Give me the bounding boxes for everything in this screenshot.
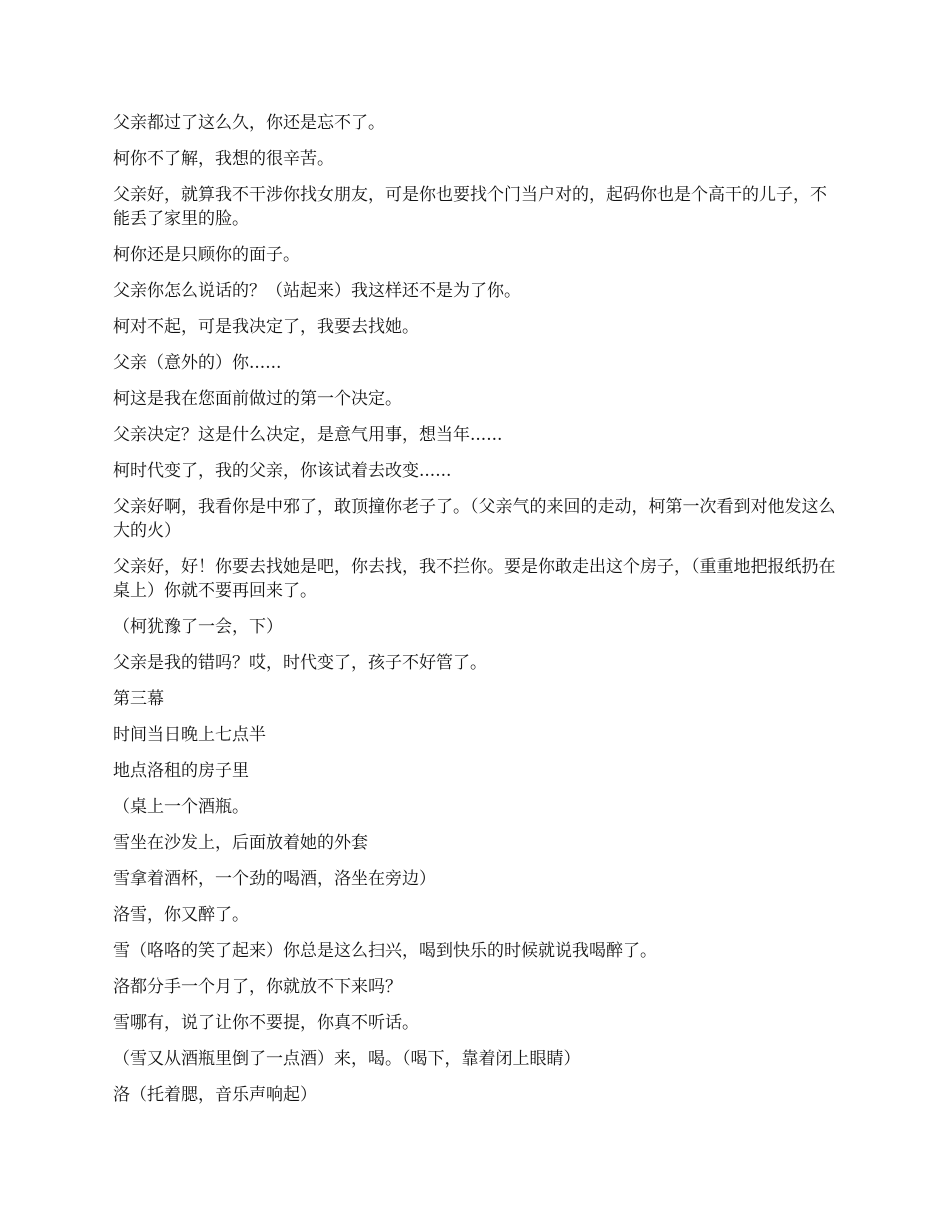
script-line: 父亲好啊，我看你是中邪了，敢顶撞你老子了。（父亲气的来回的走动，柯第一次看到对他发这么大的火） — [113, 497, 836, 541]
scene-time: 时间当日晚上七点半 — [113, 725, 266, 745]
stage-direction: （桌上一个酒瓶。 — [113, 797, 249, 817]
stage-direction: （雪又从酒瓶里倒了一点酒）来，喝。（喝下，靠着闭上眼睛） — [113, 1049, 581, 1069]
script-line: 父亲决定？这是什么决定，是意气用事，想当年...... — [113, 425, 503, 445]
stage-direction: 雪坐在沙发上，后面放着她的外套 — [113, 833, 368, 853]
script-line: 柯这是我在您面前做过的第一个决定。 — [113, 389, 402, 409]
script-line: 父亲你怎么说话的？（站起来）我这样还不是为了你。 — [113, 281, 521, 301]
script-line: 雪（咯咯的笑了起来）你总是这么扫兴，喝到快乐的时候就说我喝醉了。 — [113, 941, 657, 961]
script-line: 父亲（意外的）你...... — [113, 353, 282, 373]
scene-location: 地点洛租的房子里 — [113, 761, 249, 781]
script-line: 雪哪有，说了让你不要提，你真不听话。 — [113, 1013, 419, 1033]
stage-direction: 雪拿着酒杯，一个劲的喝酒，洛坐在旁边） — [113, 869, 436, 889]
act-heading: 第三幕 — [113, 689, 164, 709]
script-line: 父亲是我的错吗？哎，时代变了，孩子不好管了。 — [113, 653, 487, 673]
script-line: 柯对不起，可是我决定了，我要去找她。 — [113, 317, 419, 337]
script-line: 柯你不了解，我想的很辛苦。 — [113, 149, 334, 169]
script-line: 洛雪，你又醉了。 — [113, 905, 249, 925]
script-line: 柯时代变了，我的父亲，你该试着去改变...... — [113, 461, 452, 481]
script-line: 柯你还是只顾你的面子。 — [113, 245, 300, 265]
script-body — [113, 111, 843, 1119]
script-line: 洛都分手一个月了，你就放不下来吗？ — [113, 977, 402, 997]
script-line: 父亲好，就算我不干涉你找女朋友，可是你也要找个门当户对的，起码你也是个高干的儿子，不能丢了家里的脸。 — [113, 185, 827, 229]
stage-direction: （柯犹豫了一会，下） — [113, 617, 283, 637]
script-line: 父亲好，好！你要去找她是吧，你去找，我不拦你。要是你敢走出这个房子，（重重地把报纸扔在桌上）你就不要再回来了。 — [113, 557, 836, 601]
script-line: 父亲都过了这么久，你还是忘不了。 — [113, 113, 385, 133]
script-line: 洛（托着腮，音乐声响起） — [113, 1085, 317, 1105]
